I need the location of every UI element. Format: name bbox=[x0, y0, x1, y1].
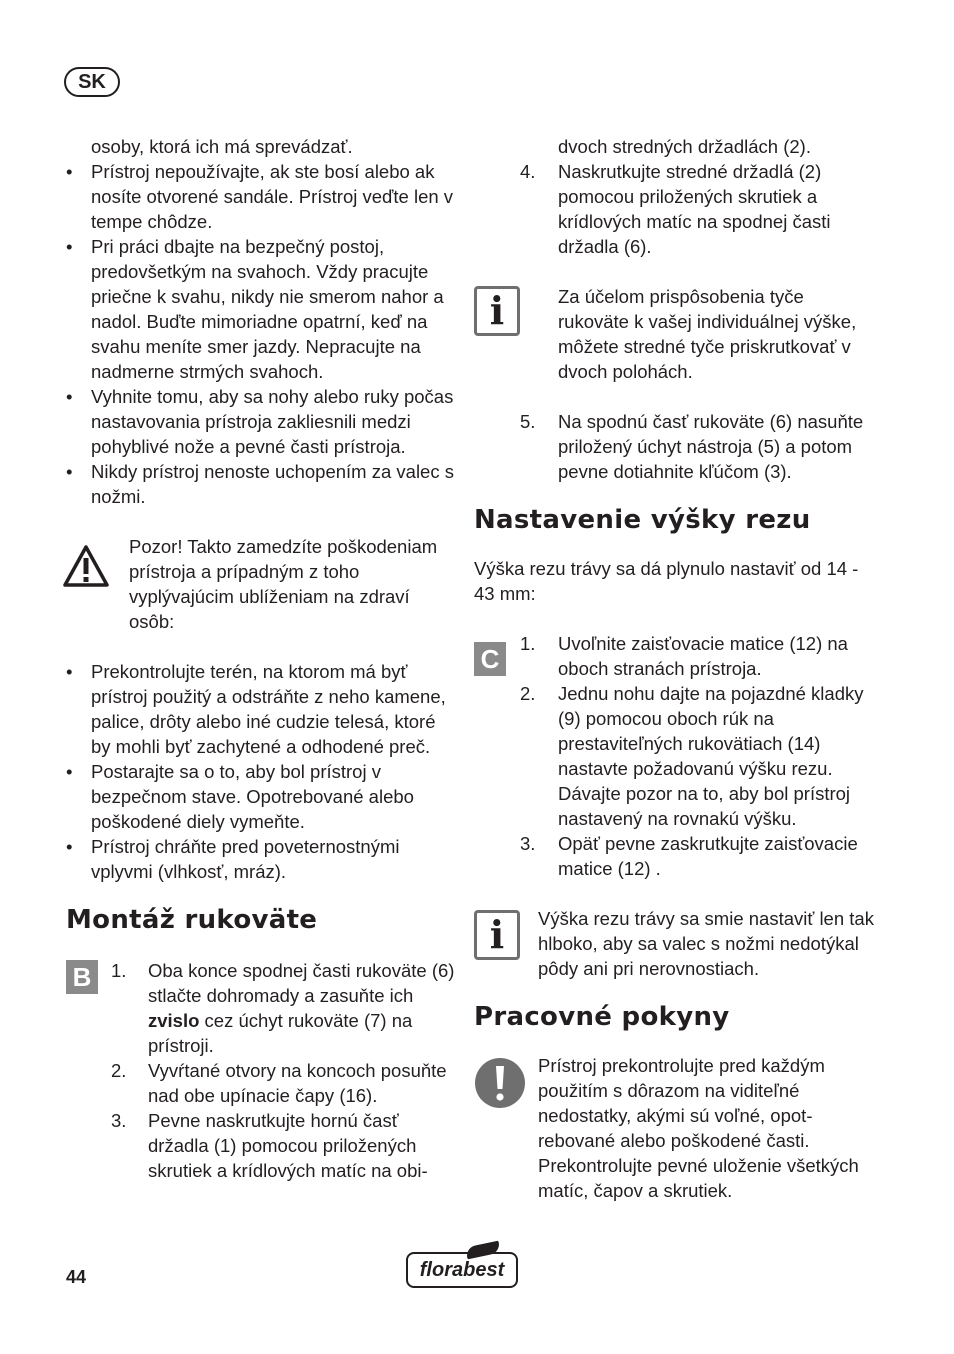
list-item: • Pri práci dbajte na bezpečný postoj, predovšetkým na svahoch. Vždy pracujte priečne k svahu, nikdy nie smerom nahor a nadol. Buďte mimoriadne opatrní, keď na svahu meníte smer jazdy. Nepracujte na nadmerne strmých svahoch. bbox=[66, 234, 456, 384]
step-number: 5. bbox=[520, 411, 536, 432]
step-text: Uvoľnite zaisťovacie matice (12) na oboch stranách prístroja. bbox=[558, 633, 848, 679]
caution-note bbox=[474, 1053, 874, 1203]
list-item bbox=[474, 681, 874, 831]
step-number: 3. bbox=[111, 1110, 127, 1131]
step-text: Pevne naskrutkujte hornú časť držadla (1) pomocou priložených skrutiek a krídlových matíc na obi- bbox=[148, 1110, 428, 1181]
step-text: cez úchyt rukoväte (7) na prístroji. bbox=[148, 1010, 413, 1056]
step-emphasis: zvislo bbox=[148, 1010, 200, 1031]
section-heading-cutting-height: Nastavenie výšky rezu bbox=[474, 505, 811, 535]
list-item bbox=[474, 409, 874, 484]
step-text: Jednu nohu dajte na pojazdné kladky (9) pomocou oboch rúk na prestaviteľných rukovätiach (14) nastavte požadovanú výšku rezu. Dávajte pozor na to, aby bol prístroj nastavený na rovnakú výšku. bbox=[558, 683, 864, 829]
list-item: • Prístroj chráňte pred poveternostnými vplyvmi (vlhkosť, mráz). bbox=[66, 834, 456, 884]
list-item bbox=[474, 631, 874, 681]
figure-label-c: C bbox=[474, 642, 506, 676]
step-text: Oba konce spodnej časti rukoväte (6) stlačte dohromady a zasuňte ich bbox=[148, 960, 455, 1006]
warning-note bbox=[66, 534, 456, 634]
list-item bbox=[474, 159, 874, 259]
step-number: 1. bbox=[520, 633, 536, 654]
step-number: 4. bbox=[520, 161, 536, 182]
info-text: Za účelom prispôsobenia tyče rukoväte k vašej individuálnej výške, môžete stredné tyče priskrutkovať v dvoch polohách. bbox=[558, 286, 857, 382]
step-text: Vyvŕtané otvory na koncoch posuňte nad obe upínacie čapy (16). bbox=[148, 1060, 447, 1106]
step-text: Na spodnú časť rukoväte (6) nasuňte priložený úchyt nástroja (5) a potom pevne dotiahnite kľúčom (3). bbox=[558, 411, 864, 482]
assembly-steps bbox=[66, 958, 456, 1183]
list-item: • Vyhnite tomu, aby sa nohy alebo ruky počas nastavovania prístroja zakliesnili medzi pohyblivé nože a pevné časti prístroja. bbox=[66, 384, 456, 459]
list-item: • Postarajte sa o to, aby bol prístroj v bezpečnom stave. Opotrebované alebo poškodené diely vymeňte. bbox=[66, 759, 456, 834]
info-note bbox=[474, 284, 874, 384]
list-item bbox=[66, 1058, 456, 1108]
step-number: 2. bbox=[111, 1060, 127, 1081]
section-heading-work-instructions: Pracovné pokyny bbox=[474, 1002, 730, 1032]
step-text: Opäť pevne zaskrutkujte zaisťovacie matice (12) . bbox=[558, 833, 858, 879]
list-item bbox=[474, 831, 874, 881]
info-icon: i bbox=[474, 910, 520, 960]
step-number: 2. bbox=[520, 683, 536, 704]
list-item bbox=[66, 958, 456, 1058]
step-number: 3. bbox=[520, 833, 536, 854]
language-badge: SK bbox=[64, 67, 120, 97]
info-icon: i bbox=[474, 286, 520, 336]
list-item: • Prístroj nepoužívajte, ak ste bosí alebo ak nosíte otvorené sandále. Prístroj veďte len v tempe chôdze. bbox=[66, 159, 456, 234]
figure-label-b: B bbox=[66, 960, 98, 994]
left-column bbox=[66, 134, 456, 1183]
step-text: Naskrutkujte stredné držadlá (2) pomocou priložených skrutiek a krídlových matíc na spodnej časti držadla (6). bbox=[558, 161, 831, 257]
page-number: 44 bbox=[66, 1267, 87, 1287]
warning-triangle-icon bbox=[62, 544, 110, 594]
caution-text: Prístroj prekontrolujte pred každým použitím s dôrazom na viditeľné nedostatky, akými sú voľné, opotrebované alebo poškodené časti. Prekontrolujte pevné uloženie všetkých matíc, čapov a skrutiek. bbox=[538, 1055, 859, 1201]
exclamation-icon bbox=[474, 1057, 526, 1115]
right-column bbox=[474, 134, 874, 1203]
list-item: • Nikdy prístroj nenoste uchopením za valec s nožmi. bbox=[66, 459, 456, 509]
warning-text: Pozor! Takto zamedzíte poškodeniam prístroja a prípadným z toho vyplývajúcim ublíženiam na zdraví osôb: bbox=[129, 536, 438, 632]
brand-logo: florabest bbox=[406, 1252, 518, 1288]
section-heading-handle-assembly: Montáž rukoväte bbox=[66, 905, 318, 935]
continued-text: osoby, ktorá ich má sprevádzať. bbox=[91, 136, 353, 157]
list-item bbox=[66, 1108, 456, 1183]
list-item: • Prekontrolujte terén, na ktorom má byť prístroj použitý a odstráňte z neho kamene, palice, drôty alebo iné cudzie telesá, ktoré by mohli byť zachytené a odhodené preč. bbox=[66, 659, 456, 759]
info-note bbox=[474, 906, 874, 981]
continued-text: dvoch stredných držadlách (2). bbox=[558, 136, 811, 157]
intro-text: Výška rezu trávy sa dá plynulo nastaviť od 14 - 43 mm: bbox=[474, 558, 859, 604]
info-text: Výška rezu trávy sa smie nastaviť len tak hlboko, aby sa valec s nožmi nedotýkal pôdy ani pri nerovnostiach. bbox=[538, 908, 874, 979]
step-number: 1. bbox=[111, 960, 127, 981]
height-steps bbox=[474, 631, 874, 881]
